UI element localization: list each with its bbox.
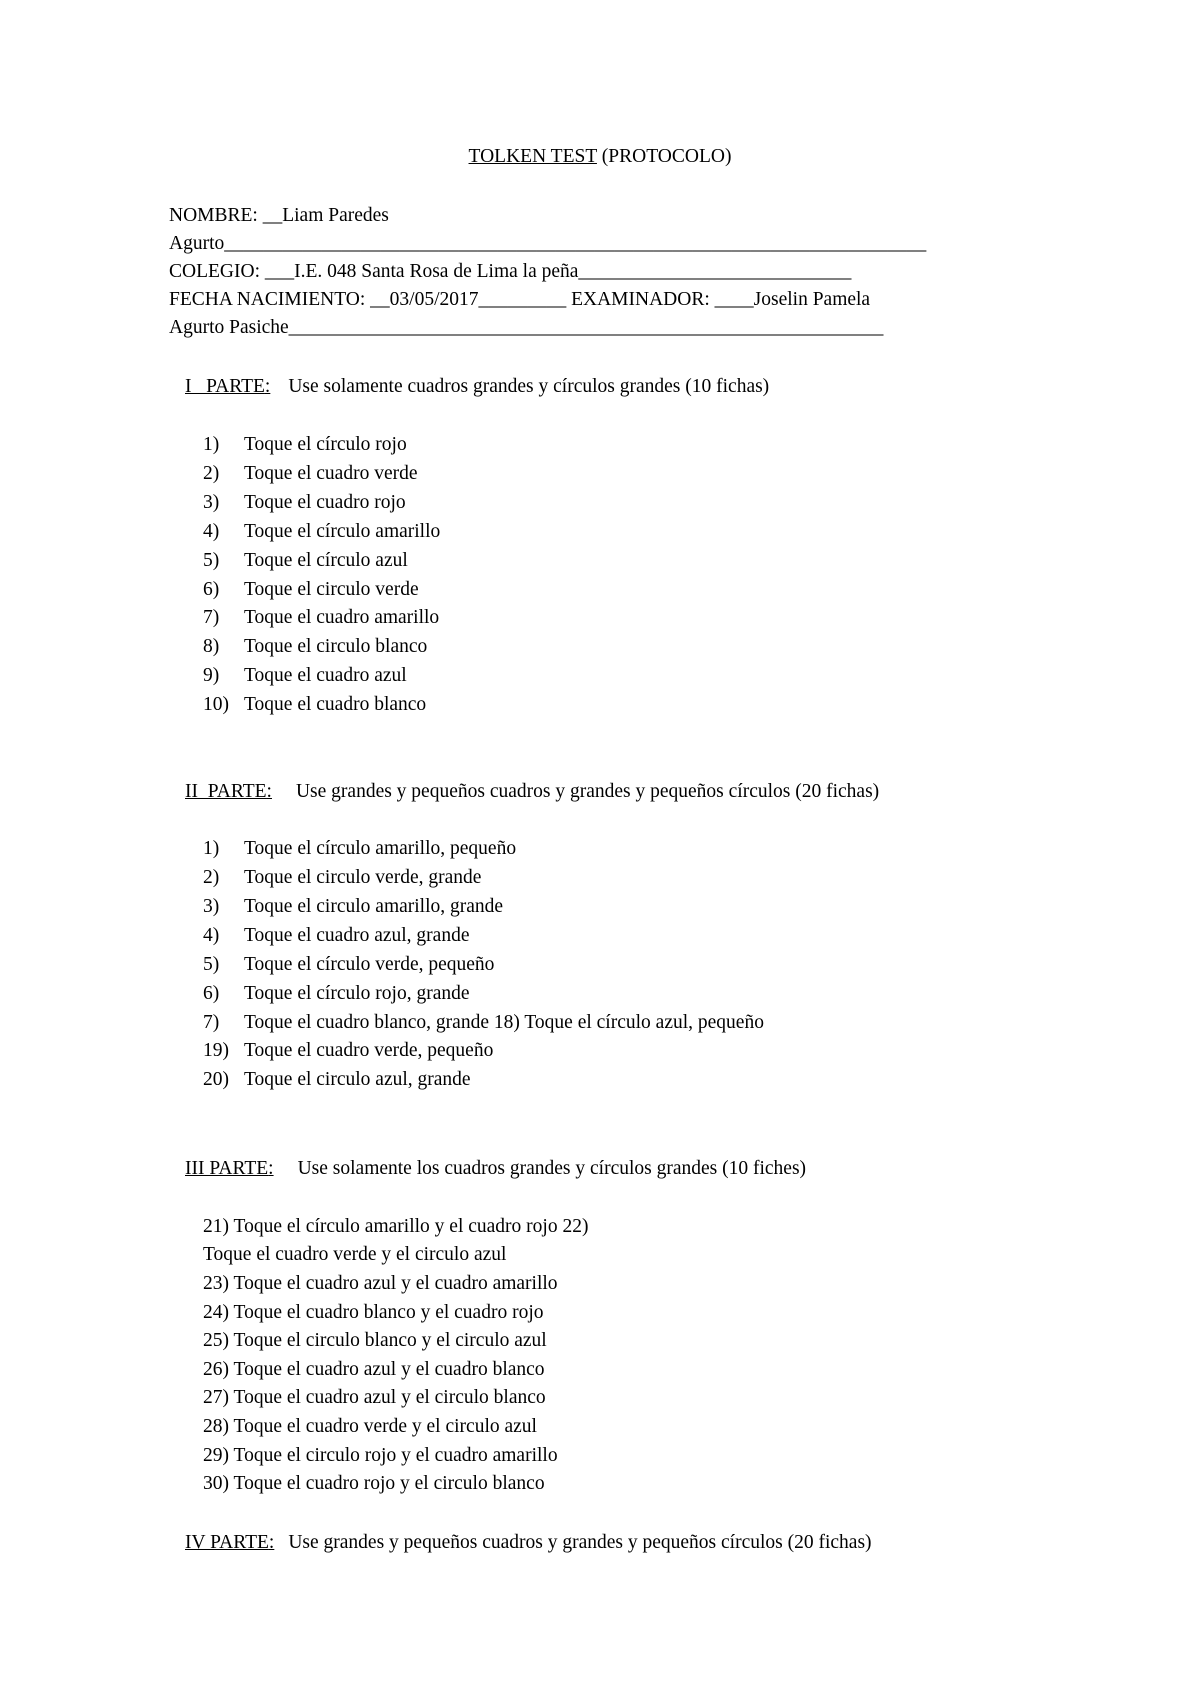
list-item: 10) Toque el cuadro blanco [203, 694, 427, 715]
part-4-heading [185, 1530, 872, 1556]
title-rest: (PROTOCOLO) [596, 146, 732, 167]
part-2-heading [185, 779, 879, 805]
list-item: 21) Toque el círculo amarillo y el cuadro rojo 22) [203, 1216, 589, 1237]
agurto-line: Agurto________________________________________________________________________ [169, 233, 927, 254]
list-item: 28) Toque el cuadro verde y el circulo azul [203, 1416, 537, 1437]
part-1-label: I PARTE: [185, 376, 271, 397]
list-item: 3) Toque el cuadro rojo [203, 492, 406, 513]
part-2-label: II PARTE: [185, 781, 272, 802]
list-item: 1) Toque el círculo rojo [203, 434, 407, 455]
agurto-pasiche-line: Agurto Pasiche_____________________________________________________________ [169, 317, 884, 338]
part-1-instruction: Use solamente cuadros grandes y círculos grandes (10 fichas) [288, 376, 770, 397]
list-item: 4) Toque el círculo amarillo [203, 521, 441, 542]
list-item: 5) Toque el círculo azul [203, 550, 408, 571]
list-item: 8) Toque el circulo blanco [203, 636, 428, 657]
nombre-line: NOMBRE: __Liam Paredes [169, 205, 389, 226]
list-item: 7) Toque el cuadro blanco, grande 18) Toque el círculo azul, pequeño [203, 1012, 764, 1033]
list-item: 23) Toque el cuadro azul y el cuadro amarillo [203, 1273, 558, 1294]
list-item: 9) Toque el cuadro azul [203, 665, 407, 686]
list-item: 30) Toque el cuadro rojo y el circulo blanco [203, 1473, 545, 1494]
part-2-instruction: Use grandes y pequeños cuadros y grandes y pequeños círculos (20 fichas) [295, 781, 880, 802]
part-3-instruction: Use solamente los cuadros grandes y círculos grandes (10 fiches) [297, 1158, 807, 1179]
list-item: 24) Toque el cuadro blanco y el cuadro rojo [203, 1302, 544, 1323]
list-item: 2) Toque el cuadro verde [203, 463, 418, 484]
list-item: 29) Toque el circulo rojo y el cuadro amarillo [203, 1445, 558, 1466]
title-underlined: TOLKEN TEST [468, 146, 597, 167]
list-item: 19) Toque el cuadro verde, pequeño [203, 1040, 494, 1061]
list-item: Toque el cuadro verde y el circulo azul [203, 1244, 507, 1265]
part-4-instruction: Use grandes y pequeños cuadros y grandes y pequeños círculos (20 fichas) [288, 1532, 872, 1553]
document-title [0, 144, 1200, 170]
colegio-line: COLEGIO: ___I.E. 048 Santa Rosa de Lima la peña____________________________ [169, 261, 852, 282]
list-item: 25) Toque el circulo blanco y el circulo azul [203, 1330, 547, 1351]
list-item: 1) Toque el círculo amarillo, pequeño [203, 838, 517, 859]
part-3-heading [185, 1156, 806, 1182]
part-4-label: IV PARTE: [185, 1532, 275, 1553]
list-item: 4) Toque el cuadro azul, grande [203, 925, 470, 946]
list-item: 5) Toque el círculo verde, pequeño [203, 954, 495, 975]
fecha-examinador-line: FECHA NACIMIENTO: __03/05/2017_________ EXAMINADOR: ____Joselin Pamela [169, 289, 871, 310]
list-item: 2) Toque el circulo verde, grande [203, 867, 482, 888]
list-item: 7) Toque el cuadro amarillo [203, 607, 440, 628]
list-item: 3) Toque el circulo amarillo, grande [203, 896, 504, 917]
part-1-heading [185, 374, 769, 400]
list-item: 6) Toque el circulo verde [203, 579, 419, 600]
list-item: 27) Toque el cuadro azul y el circulo blanco [203, 1387, 546, 1408]
list-item: 20) Toque el circulo azul, grande [203, 1069, 471, 1090]
part-3-label: III PARTE: [185, 1158, 274, 1179]
list-item: 6) Toque el círculo rojo, grande [203, 983, 470, 1004]
list-item: 26) Toque el cuadro azul y el cuadro blanco [203, 1359, 545, 1380]
